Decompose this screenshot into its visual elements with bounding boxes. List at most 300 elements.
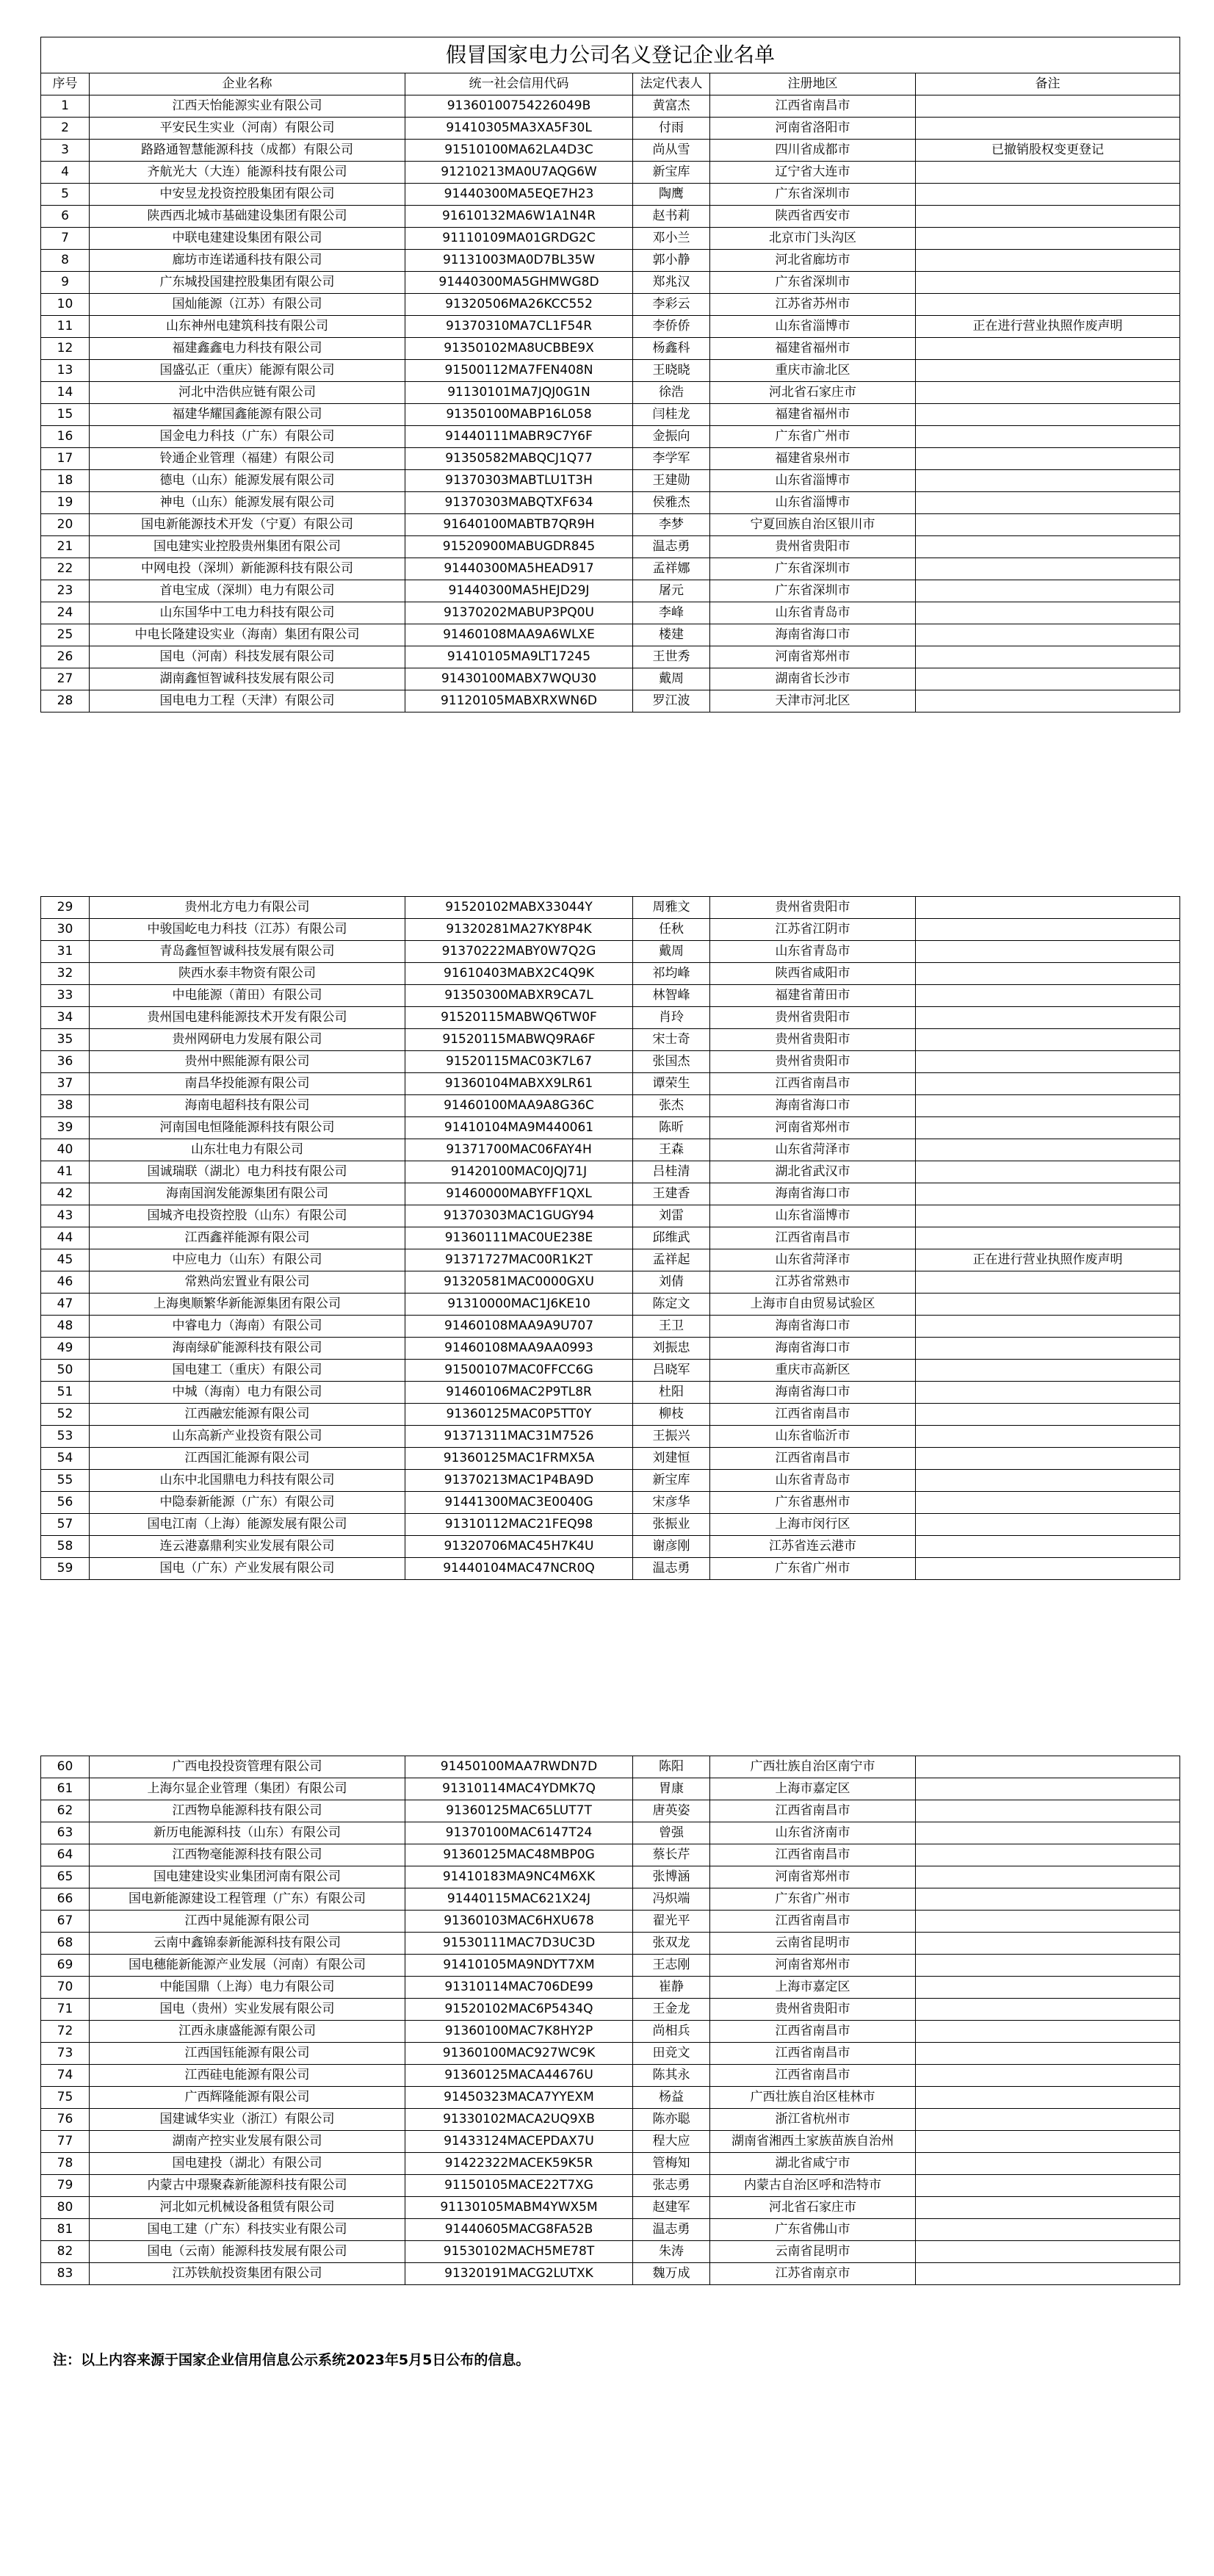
row-index: 2	[41, 118, 90, 140]
registered-region: 贵州省贵阳市	[710, 1999, 916, 2021]
legal-representative: 李侨侨	[633, 316, 710, 338]
remarks	[916, 2109, 1180, 2131]
row-index: 3	[41, 140, 90, 162]
legal-representative: 吕桂清	[633, 1161, 710, 1183]
credit-code: 91360100754226049B	[405, 95, 633, 118]
row-index: 26	[41, 646, 90, 668]
row-index: 4	[41, 162, 90, 184]
table-row	[41, 514, 1180, 536]
remarks	[916, 1866, 1180, 1888]
row-index: 40	[41, 1139, 90, 1161]
credit-code: 91370310MA7CL1F54R	[405, 316, 633, 338]
registered-region: 广西壮族自治区南宁市	[710, 1756, 916, 1778]
company-name: 国电（河南）科技发展有限公司	[90, 646, 405, 668]
company-name: 国城齐电投资控股（山东）有限公司	[90, 1205, 405, 1227]
credit-code: 91320706MAC45H7K4U	[405, 1536, 633, 1558]
legal-representative: 孟祥娜	[633, 558, 710, 580]
company-name: 中骏国屹电力科技（江苏）有限公司	[90, 919, 405, 941]
remarks	[916, 2197, 1180, 2219]
registered-region: 河北省廊坊市	[710, 250, 916, 272]
table-row	[41, 1205, 1180, 1227]
table-row	[41, 602, 1180, 624]
legal-representative: 肖玲	[633, 1007, 710, 1029]
table-row	[41, 1382, 1180, 1404]
table-row	[41, 985, 1180, 1007]
company-name: 国电（广东）产业发展有限公司	[90, 1558, 405, 1580]
registered-region: 陕西省西安市	[710, 206, 916, 228]
legal-representative: 新宝库	[633, 162, 710, 184]
legal-representative: 孟祥起	[633, 1249, 710, 1271]
registered-region: 上海市自由贸易试验区	[710, 1294, 916, 1316]
registered-region: 山东省淄博市	[710, 492, 916, 514]
registered-region: 江西省南昌市	[710, 1404, 916, 1426]
company-name: 国电新能源技术开发（宁夏）有限公司	[90, 514, 405, 536]
table-row	[41, 668, 1180, 690]
legal-representative: 林智峰	[633, 985, 710, 1007]
company-name: 江西物阜能源科技有限公司	[90, 1800, 405, 1822]
table-row	[41, 1426, 1180, 1448]
table-row	[41, 1756, 1180, 1778]
row-index: 23	[41, 580, 90, 602]
credit-code: 91360103MAC6HXU678	[405, 1911, 633, 1933]
credit-code: 91410105MA9LT17245	[405, 646, 633, 668]
row-index: 30	[41, 919, 90, 941]
company-name: 云南中鑫锦泰新能源科技有限公司	[90, 1933, 405, 1955]
legal-representative: 邓小兰	[633, 228, 710, 250]
credit-code: 91422322MACEK59K5R	[405, 2153, 633, 2175]
credit-code: 91410105MA9NDYT7XM	[405, 1955, 633, 1977]
company-table-part-2	[40, 896, 1180, 1580]
company-name: 江苏铁航投资集团有限公司	[90, 2263, 405, 2285]
legal-representative: 崔静	[633, 1977, 710, 1999]
legal-representative: 谢彦刚	[633, 1536, 710, 1558]
table-row	[41, 2131, 1180, 2153]
table-row	[41, 228, 1180, 250]
row-index: 22	[41, 558, 90, 580]
remarks	[916, 1822, 1180, 1844]
row-index: 60	[41, 1756, 90, 1778]
registered-region: 江苏省连云港市	[710, 1536, 916, 1558]
table-row	[41, 2021, 1180, 2043]
company-name: 中安昱龙投资控股集团有限公司	[90, 184, 405, 206]
remarks	[916, 2087, 1180, 2109]
credit-code: 91440115MAC621X24J	[405, 1888, 633, 1911]
legal-representative: 王森	[633, 1139, 710, 1161]
credit-code: 91440104MAC47NCR0Q	[405, 1558, 633, 1580]
header-region: 注册地区	[710, 73, 916, 95]
registered-region: 江苏省江阴市	[710, 919, 916, 941]
company-name: 国电建建设实业集团河南有限公司	[90, 1866, 405, 1888]
remarks	[916, 1316, 1180, 1338]
company-name: 河北中浩供应链有限公司	[90, 382, 405, 404]
row-index: 11	[41, 316, 90, 338]
company-name: 上海奥顺繁华新能源集团有限公司	[90, 1294, 405, 1316]
credit-code: 91370303MAC1GUGY94	[405, 1205, 633, 1227]
registered-region: 上海市嘉定区	[710, 1977, 916, 1999]
credit-code: 91450100MAA7RWDN7D	[405, 1756, 633, 1778]
company-name: 中城（海南）电力有限公司	[90, 1382, 405, 1404]
company-name: 山东中北国鼎电力科技有限公司	[90, 1470, 405, 1492]
company-name: 南昌华投能源有限公司	[90, 1073, 405, 1095]
registered-region: 贵州省贵阳市	[710, 1051, 916, 1073]
company-name: 连云港嘉鼎利实业发展有限公司	[90, 1536, 405, 1558]
credit-code: 91370303MABQTXF634	[405, 492, 633, 514]
remarks	[916, 536, 1180, 558]
remarks	[916, 2175, 1180, 2197]
registered-region: 四川省成都市	[710, 140, 916, 162]
remarks	[916, 1007, 1180, 1029]
table-row	[41, 1227, 1180, 1249]
remarks	[916, 514, 1180, 536]
table-row	[41, 1316, 1180, 1338]
legal-representative: 徐浩	[633, 382, 710, 404]
legal-representative: 温志勇	[633, 536, 710, 558]
legal-representative: 陈其永	[633, 2065, 710, 2087]
row-index: 48	[41, 1316, 90, 1338]
remarks	[916, 184, 1180, 206]
table-row	[41, 1095, 1180, 1117]
legal-representative: 魏万成	[633, 2263, 710, 2285]
table-row	[41, 250, 1180, 272]
legal-representative: 刘建恒	[633, 1448, 710, 1470]
company-name: 中应电力（山东）有限公司	[90, 1249, 405, 1271]
credit-code: 91350100MABP16L058	[405, 404, 633, 426]
legal-representative: 李梦	[633, 514, 710, 536]
legal-representative: 王金龙	[633, 1999, 710, 2021]
row-index: 37	[41, 1073, 90, 1095]
table-row	[41, 1558, 1180, 1580]
company-name: 山东壮电力有限公司	[90, 1139, 405, 1161]
remarks	[916, 2131, 1180, 2153]
credit-code: 91120105MABXRXWN6D	[405, 690, 633, 712]
company-name: 海南绿矿能源科技有限公司	[90, 1338, 405, 1360]
company-name: 中能国鼎（上海）电力有限公司	[90, 1977, 405, 1999]
registered-region: 海南省海口市	[710, 624, 916, 646]
company-name: 国电新能源建设工程管理（广东）有限公司	[90, 1888, 405, 1911]
remarks	[916, 1844, 1180, 1866]
credit-code: 91371727MAC00R1K2T	[405, 1249, 633, 1271]
registered-region: 山东省菏泽市	[710, 1139, 916, 1161]
table-row	[41, 1999, 1180, 2021]
table-row	[41, 1051, 1180, 1073]
remarks	[916, 118, 1180, 140]
remarks	[916, 250, 1180, 272]
row-index: 5	[41, 184, 90, 206]
remarks	[916, 470, 1180, 492]
remarks	[916, 1382, 1180, 1404]
table-row	[41, 1844, 1180, 1866]
table-row	[41, 1249, 1180, 1271]
credit-code: 91460000MABYFF1QXL	[405, 1183, 633, 1205]
legal-representative: 唐英姿	[633, 1800, 710, 1822]
table-row	[41, 1117, 1180, 1139]
credit-code: 91310114MAC706DE99	[405, 1977, 633, 1999]
registered-region: 湖北省咸宁市	[710, 2153, 916, 2175]
table-row	[41, 448, 1180, 470]
credit-code: 91110109MA01GRDG2C	[405, 228, 633, 250]
company-name: 国灿能源（江苏）有限公司	[90, 294, 405, 316]
legal-representative: 管梅知	[633, 2153, 710, 2175]
row-index: 53	[41, 1426, 90, 1448]
table-row	[41, 2197, 1180, 2219]
table-row	[41, 206, 1180, 228]
remarks	[916, 162, 1180, 184]
company-name: 江西天怡能源实业有限公司	[90, 95, 405, 118]
table-row	[41, 2043, 1180, 2065]
remarks	[916, 272, 1180, 294]
row-index: 29	[41, 897, 90, 919]
credit-code: 91360125MACA44676U	[405, 2065, 633, 2087]
row-index: 41	[41, 1161, 90, 1183]
registered-region: 河南省洛阳市	[710, 118, 916, 140]
credit-code: 91430100MABX7WQU30	[405, 668, 633, 690]
remarks	[916, 2065, 1180, 2087]
remarks	[916, 963, 1180, 985]
legal-representative: 王振兴	[633, 1426, 710, 1448]
company-name: 国金电力科技（广东）有限公司	[90, 426, 405, 448]
remarks	[916, 2263, 1180, 2285]
row-index: 57	[41, 1514, 90, 1536]
legal-representative: 邱维武	[633, 1227, 710, 1249]
table-row	[41, 338, 1180, 360]
table-row	[41, 536, 1180, 558]
company-name: 中电能源（莆田）有限公司	[90, 985, 405, 1007]
table-row	[41, 1470, 1180, 1492]
legal-representative: 闫桂龙	[633, 404, 710, 426]
registered-region: 江苏省苏州市	[710, 294, 916, 316]
row-index: 61	[41, 1778, 90, 1800]
row-index: 35	[41, 1029, 90, 1051]
registered-region: 云南省昆明市	[710, 2241, 916, 2263]
credit-code: 91360104MABXX9LR61	[405, 1073, 633, 1095]
legal-representative: 陈定文	[633, 1294, 710, 1316]
company-name: 河北如元机械设备租赁有限公司	[90, 2197, 405, 2219]
registered-region: 湖南省长沙市	[710, 668, 916, 690]
credit-code: 91440300MA5EQE7H23	[405, 184, 633, 206]
row-index: 78	[41, 2153, 90, 2175]
credit-code: 91360125MAC48MBP0G	[405, 1844, 633, 1866]
remarks: 正在进行营业执照作废声明	[916, 1249, 1180, 1271]
credit-code: 91310000MAC1J6KE10	[405, 1294, 633, 1316]
legal-representative: 王志刚	[633, 1955, 710, 1977]
remarks	[916, 2153, 1180, 2175]
remarks	[916, 1999, 1180, 2021]
legal-representative: 杨益	[633, 2087, 710, 2109]
legal-representative: 王建香	[633, 1183, 710, 1205]
remarks	[916, 1117, 1180, 1139]
company-name: 江西国汇能源有限公司	[90, 1448, 405, 1470]
company-name: 陕西水泰丰物资有限公司	[90, 963, 405, 985]
legal-representative: 祁均峰	[633, 963, 710, 985]
credit-code: 91420100MAC0JQJ71J	[405, 1161, 633, 1183]
remarks	[916, 690, 1180, 712]
remarks: 正在进行营业执照作废声明	[916, 316, 1180, 338]
table-row	[41, 1448, 1180, 1470]
registered-region: 贵州省贵阳市	[710, 1007, 916, 1029]
header-company-name: 企业名称	[90, 73, 405, 95]
company-name: 江西中晁能源有限公司	[90, 1911, 405, 1933]
table-row	[41, 1536, 1180, 1558]
table-row	[41, 646, 1180, 668]
company-name: 中电长隆建设实业（海南）集团有限公司	[90, 624, 405, 646]
registered-region: 贵州省贵阳市	[710, 536, 916, 558]
legal-representative: 宋士奇	[633, 1029, 710, 1051]
registered-region: 海南省海口市	[710, 1382, 916, 1404]
registered-region: 宁夏回族自治区银川市	[710, 514, 916, 536]
registered-region: 海南省海口市	[710, 1338, 916, 1360]
company-name: 海南国润发能源集团有限公司	[90, 1183, 405, 1205]
legal-representative: 胃康	[633, 1778, 710, 1800]
company-name: 常熟尚宏置业有限公司	[90, 1271, 405, 1294]
legal-representative: 陈昕	[633, 1117, 710, 1139]
table-row	[41, 294, 1180, 316]
remarks	[916, 919, 1180, 941]
credit-code: 91360100MAC7K8HY2P	[405, 2021, 633, 2043]
credit-code: 91320506MA26KCC552	[405, 294, 633, 316]
legal-representative: 王世秀	[633, 646, 710, 668]
credit-code: 91440300MA5HEJD29J	[405, 580, 633, 602]
row-index: 83	[41, 2263, 90, 2285]
registered-region: 福建省莆田市	[710, 985, 916, 1007]
registered-region: 贵州省贵阳市	[710, 1029, 916, 1051]
company-name: 山东高新产业投资有限公司	[90, 1426, 405, 1448]
credit-code: 91370100MAC6147T24	[405, 1822, 633, 1844]
remarks	[916, 1492, 1180, 1514]
company-name: 中隐泰新能源（广东）有限公司	[90, 1492, 405, 1514]
credit-code: 91640100MABTB7QR9H	[405, 514, 633, 536]
company-name: 青岛鑫恒智诚科技发展有限公司	[90, 941, 405, 963]
table-row	[41, 1271, 1180, 1294]
company-name: 江西永康盛能源有限公司	[90, 2021, 405, 2043]
legal-representative: 郑兆汉	[633, 272, 710, 294]
row-index: 66	[41, 1888, 90, 1911]
remarks	[916, 1470, 1180, 1492]
registered-region: 河北省石家庄市	[710, 382, 916, 404]
registered-region: 北京市门头沟区	[710, 228, 916, 250]
table-row	[41, 2065, 1180, 2087]
remarks	[916, 1448, 1180, 1470]
table-row	[41, 1360, 1180, 1382]
table-row	[41, 1161, 1180, 1183]
registered-region: 江西省南昌市	[710, 2043, 916, 2065]
registered-region: 江西省南昌市	[710, 1073, 916, 1095]
table-row	[41, 1029, 1180, 1051]
remarks	[916, 95, 1180, 118]
legal-representative: 刘振忠	[633, 1338, 710, 1360]
row-index: 70	[41, 1977, 90, 1999]
row-index: 17	[41, 448, 90, 470]
company-name: 江西鑫祥能源有限公司	[90, 1227, 405, 1249]
remarks	[916, 1073, 1180, 1095]
row-index: 71	[41, 1999, 90, 2021]
row-index: 74	[41, 2065, 90, 2087]
credit-code: 91610132MA6W1A1N4R	[405, 206, 633, 228]
row-index: 28	[41, 690, 90, 712]
company-name: 湖南产控实业发展有限公司	[90, 2131, 405, 2153]
legal-representative: 温志勇	[633, 1558, 710, 1580]
remarks	[916, 2241, 1180, 2263]
credit-code: 91520102MABX33044Y	[405, 897, 633, 919]
registered-region: 福建省福州市	[710, 338, 916, 360]
table-header	[41, 73, 1180, 95]
legal-representative: 黄富杰	[633, 95, 710, 118]
row-index: 77	[41, 2131, 90, 2153]
footnote: 注：以上内容来源于国家企业信用信息公示系统2023年5月5日公布的信息。	[53, 2352, 530, 2368]
row-index: 15	[41, 404, 90, 426]
remarks	[916, 294, 1180, 316]
row-index: 19	[41, 492, 90, 514]
company-name: 江西国钰能源有限公司	[90, 2043, 405, 2065]
registered-region: 江西省南昌市	[710, 1800, 916, 1822]
row-index: 82	[41, 2241, 90, 2263]
legal-representative: 陈阳	[633, 1756, 710, 1778]
credit-code: 91500107MAC0FFCC6G	[405, 1360, 633, 1382]
remarks	[916, 1756, 1180, 1778]
table-row	[41, 316, 1180, 338]
company-name: 湖南鑫恒智诚科技发展有限公司	[90, 668, 405, 690]
table-row	[41, 941, 1180, 963]
credit-code: 91150105MACE22T7XG	[405, 2175, 633, 2197]
legal-representative: 张振业	[633, 1514, 710, 1536]
remarks	[916, 382, 1180, 404]
legal-representative: 曾强	[633, 1822, 710, 1844]
company-name: 国建诚华实业（浙江）有限公司	[90, 2109, 405, 2131]
remarks	[916, 1778, 1180, 1800]
credit-code: 91410305MA3XA5F30L	[405, 118, 633, 140]
remarks	[916, 426, 1180, 448]
credit-code: 91370303MABTLU1T3H	[405, 470, 633, 492]
remarks	[916, 1205, 1180, 1227]
row-index: 24	[41, 602, 90, 624]
legal-representative: 陶鹰	[633, 184, 710, 206]
company-name: 国电江南（上海）能源发展有限公司	[90, 1514, 405, 1536]
registered-region: 广东省深圳市	[710, 184, 916, 206]
row-index: 34	[41, 1007, 90, 1029]
registered-region: 江西省南昌市	[710, 1844, 916, 1866]
registered-region: 山东省淄博市	[710, 316, 916, 338]
legal-representative: 王建勋	[633, 470, 710, 492]
legal-representative: 戴周	[633, 941, 710, 963]
row-index: 18	[41, 470, 90, 492]
legal-representative: 朱涛	[633, 2241, 710, 2263]
company-name: 国电（贵州）实业发展有限公司	[90, 1999, 405, 2021]
registered-region: 广西壮族自治区桂林市	[710, 2087, 916, 2109]
remarks	[916, 580, 1180, 602]
company-table-part-1	[40, 37, 1180, 712]
table-row	[41, 272, 1180, 294]
registered-region: 广东省深圳市	[710, 580, 916, 602]
registered-region: 江苏省常熟市	[710, 1271, 916, 1294]
row-index: 47	[41, 1294, 90, 1316]
registered-region: 重庆市渝北区	[710, 360, 916, 382]
row-index: 59	[41, 1558, 90, 1580]
registered-region: 山东省青岛市	[710, 1470, 916, 1492]
company-table-part-3	[40, 1756, 1180, 2285]
credit-code: 91350582MABQCJ1Q77	[405, 448, 633, 470]
company-name: 福建鑫鑫电力科技有限公司	[90, 338, 405, 360]
row-index: 64	[41, 1844, 90, 1866]
company-name: 海南电超科技有限公司	[90, 1095, 405, 1117]
legal-representative: 赵建军	[633, 2197, 710, 2219]
registered-region: 陕西省咸阳市	[710, 963, 916, 985]
legal-representative: 谭荣生	[633, 1073, 710, 1095]
credit-code: 91410183MA9NC4M6XK	[405, 1866, 633, 1888]
row-index: 36	[41, 1051, 90, 1073]
remarks	[916, 2043, 1180, 2065]
credit-code: 91360100MAC927WC9K	[405, 2043, 633, 2065]
row-index: 45	[41, 1249, 90, 1271]
table-row	[41, 1492, 1180, 1514]
